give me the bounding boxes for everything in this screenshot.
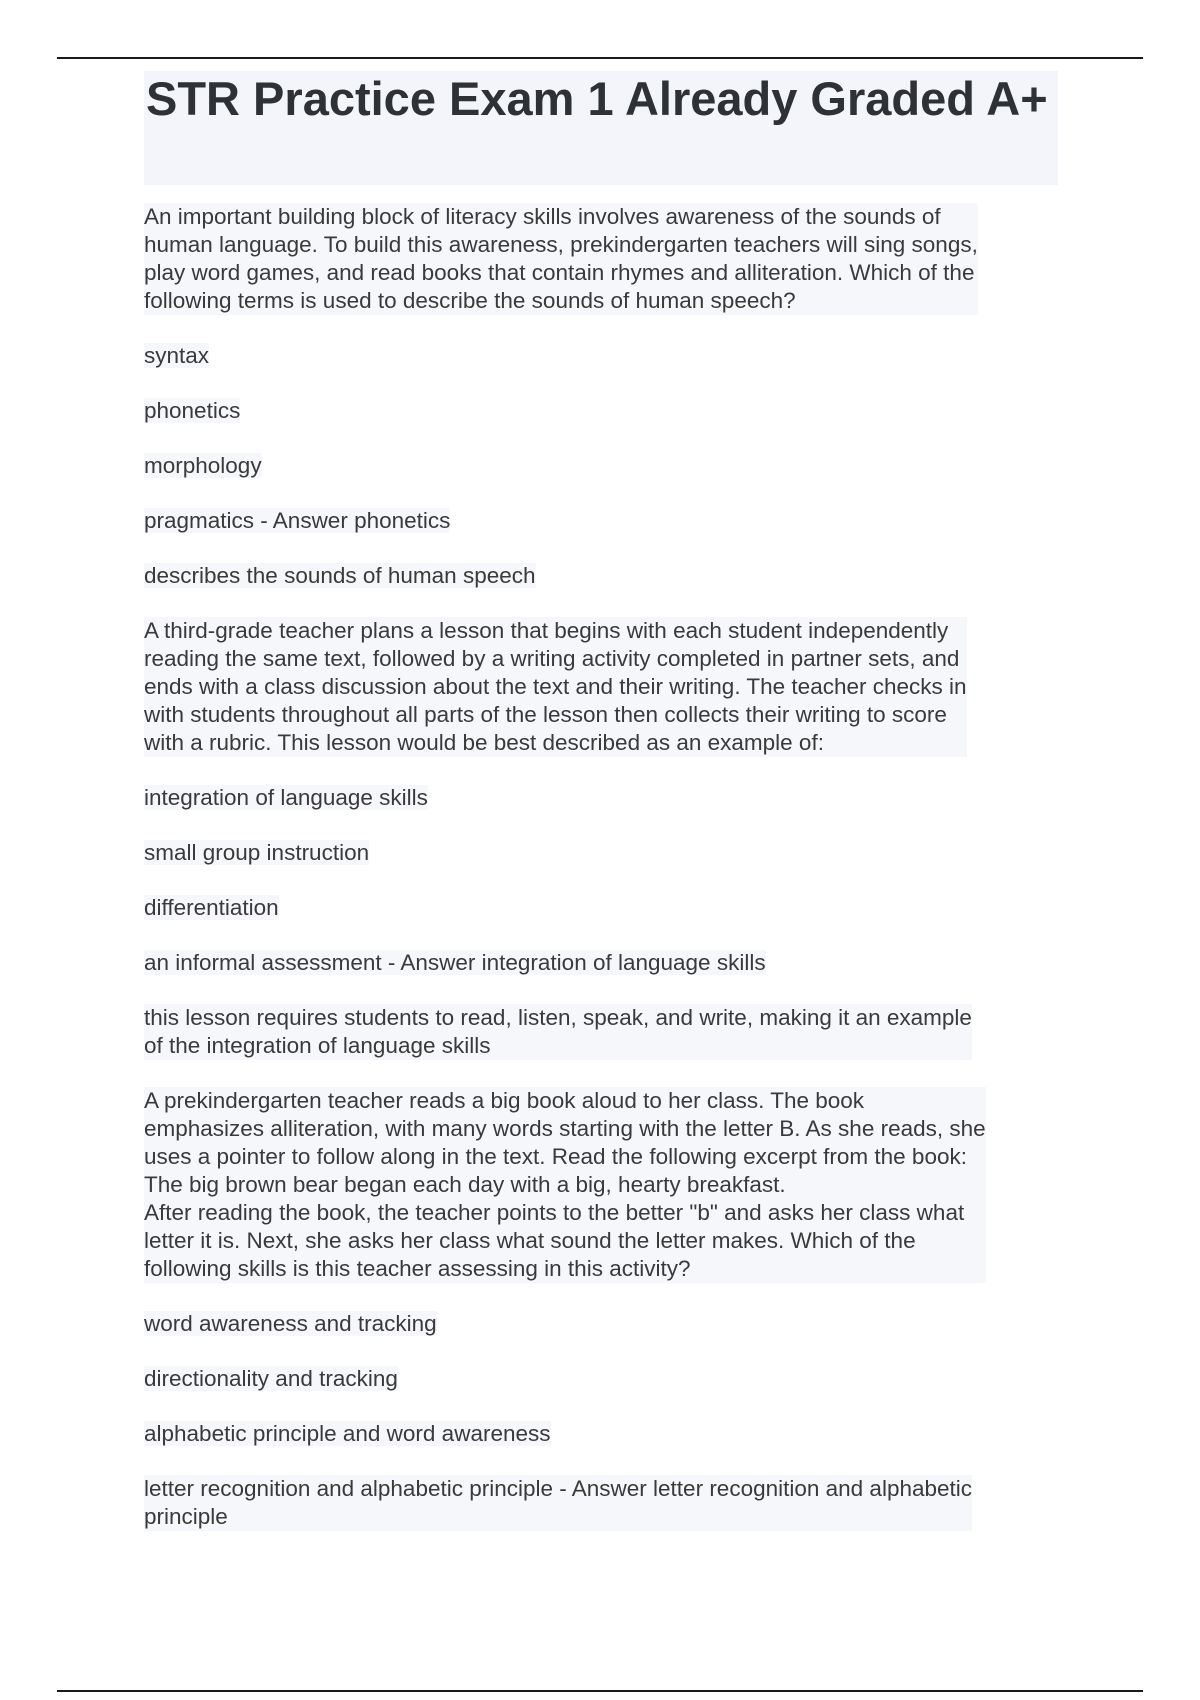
paragraph-line: of the integration of language skills (144, 1032, 972, 1060)
paragraph-line: After reading the book, the teacher points to the better "b" and asks her class what (144, 1199, 986, 1227)
paragraph-line: describes the sounds of human speech (144, 563, 536, 588)
paragraph-line: differentiation (144, 895, 279, 920)
paragraph-line: reading the same text, followed by a writing activity completed in partner sets, and (144, 645, 967, 673)
paragraph (144, 1420, 551, 1448)
paragraph-line: with a rubric. This lesson would be best described as an example of: (144, 729, 967, 757)
paragraph-line: directionality and tracking (144, 1366, 398, 1391)
document-title: STR Practice Exam 1 Already Graded A+ (144, 71, 1058, 185)
paragraph-line: word awareness and tracking (144, 1311, 437, 1336)
paragraph-line: uses a pointer to follow along in the text. Read the following excerpt from the book: (144, 1143, 986, 1171)
top-rule (57, 57, 1143, 59)
paragraph-line: an informal assessment - Answer integration of language skills (144, 950, 766, 975)
bottom-rule (57, 1690, 1143, 1692)
paragraph (144, 1004, 972, 1060)
paragraph-line: small group instruction (144, 840, 370, 865)
paragraph (144, 1365, 398, 1393)
paragraph-line: pragmatics - Answer phonetics (144, 508, 451, 533)
paragraph-line: emphasizes alliteration, with many words starting with the letter B. As she reads, she (144, 1116, 986, 1141)
paragraph (144, 1310, 437, 1338)
paragraph-line: alphabetic principle and word awareness (144, 1421, 551, 1446)
paragraph (144, 1475, 972, 1531)
paragraph-line: A prekindergarten teacher reads a big book aloud to her class. The book (144, 1087, 986, 1115)
paragraph-line: this lesson requires students to read, listen, speak, and write, making it an example (144, 1005, 972, 1030)
paragraph (144, 452, 262, 480)
paragraph-line: play word games, and read books that contain rhymes and alliteration. Which of the (144, 259, 978, 287)
paragraph (144, 507, 450, 535)
paragraph-line: principle (144, 1503, 972, 1531)
paragraph (144, 617, 967, 757)
document-body (144, 71, 1058, 1558)
paragraph (144, 949, 766, 977)
paragraph-line: following terms is used to describe the sounds of human speech? (144, 287, 978, 315)
paragraph-line: A third-grade teacher plans a lesson that begins with each student independently (144, 617, 967, 645)
paragraph (144, 784, 428, 812)
paragraph (144, 894, 279, 922)
paragraph (144, 562, 536, 590)
paragraph-line: An important building block of literacy skills involves awareness of the sounds of (144, 203, 978, 231)
paragraph-line: human language. To build this awareness, prekindergarten teachers will sing songs, (144, 232, 978, 257)
paragraph-line: The big brown bear began each day with a big, hearty breakfast. (144, 1171, 986, 1199)
paragraph-line: letter it is. Next, she asks her class what sound the letter makes. Which of the (144, 1227, 986, 1255)
paragraph-line: phonetics (144, 398, 241, 423)
paragraph (144, 839, 369, 867)
paragraph (144, 203, 978, 315)
paragraph-line: morphology (144, 453, 262, 478)
paragraph-line: letter recognition and alphabetic principle - Answer letter recognition and alphabetic (144, 1476, 973, 1501)
paragraph-line: syntax (144, 343, 210, 368)
paragraph (144, 342, 209, 370)
paragraph-line: following skills is this teacher assessing in this activity? (144, 1255, 986, 1283)
paragraph-list (144, 203, 1058, 1531)
paragraph (144, 397, 240, 425)
paragraph-line: integration of language skills (144, 785, 428, 810)
paragraph (144, 1087, 986, 1283)
paragraph-line: with students throughout all parts of the lesson then collects their writing to score (144, 701, 967, 729)
paragraph-line: ends with a class discussion about the text and their writing. The teacher checks in (144, 674, 967, 699)
